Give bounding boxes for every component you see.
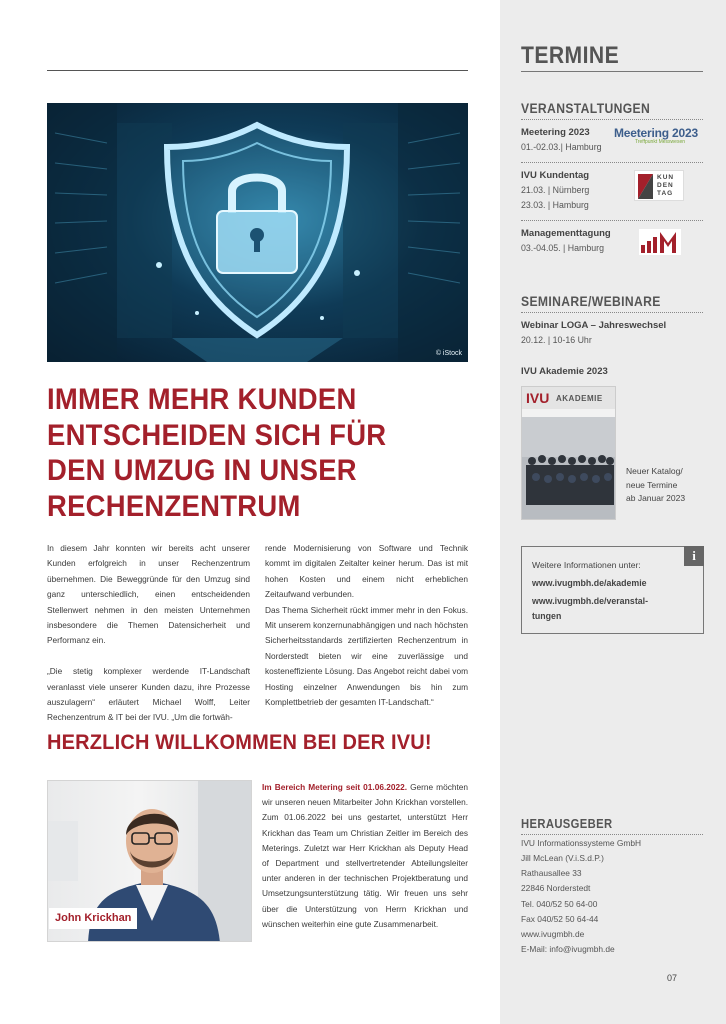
akademie-title: IVU Akademie 2023 [521,366,608,377]
info-icon: i [684,546,704,566]
top-divider [47,70,468,71]
article-column-right [265,541,468,710]
hero-image-security-shield [47,103,468,362]
publisher-title: HERAUSGEBER [521,817,613,831]
meetering-logo-tagline: Treffpunkt Messwesen [634,139,686,145]
publisher-line: Fax 040/52 50 64-44 [521,914,599,924]
info-box [521,546,704,634]
sidebar-title: TERMINE [521,42,620,69]
headline-line-2: ENTSCHEIDEN SICH FÜR [47,418,387,452]
kundentag-logo [634,170,684,201]
dotted-divider [521,162,703,163]
dotted-divider [521,220,703,221]
event-date: 21.03. | Nürnberg [521,185,590,195]
article-paragraph: rende Modernisierung von Software und Technik kommt im digitalen Zeitalter keiner herum. Das ist mit hohen Kosten und einem nicht erheblichen Zeitaufwand verbunden. [265,543,468,600]
publisher-line: Tel. 040/52 50 64-00 [521,899,598,909]
dotted-divider [521,119,703,120]
publisher-email[interactable]: E-Mail: info@ivugmbh.de [521,944,615,954]
catalog-label: AKADEMIE [556,394,603,403]
akademie-catalog-cover [521,386,616,520]
dotted-divider [521,312,703,313]
welcome-headline: HERZLICH WILLKOMMEN BEI DER IVU! [47,730,432,754]
headline-line-1: IMMER MEHR KUNDEN [47,383,357,416]
sidebar-divider [521,71,703,72]
dotted-divider [521,834,703,835]
catalog-cover-image [522,387,616,520]
publisher-line: Jill McLean (V.i.S.d.P.) [521,853,604,863]
publisher-line: 22846 Norderstedt [521,883,591,893]
shield-lock-illustration [47,103,468,362]
info-lead: Weitere Informationen unter: [532,560,641,570]
seminars-section-title: SEMINARE/WEBINARE [521,294,661,309]
managementtagung-logo [639,229,681,255]
event-title: Managementtagung [521,228,611,239]
managementtagung-logo-mark [639,229,681,255]
article-column-left [47,541,250,726]
article-paragraph: „Die stetig komplexer werdende IT-Landschaft veranlasst viele unserer Kunden dazu, ihre Prozesse auszulagern“ erläutert Michael Wolff, Leiter Rechenzentrum & IT bei der IVU. „Um die fortwäh- [47,666,250,723]
welcome-text [262,780,468,932]
event-title: Meetering 2023 [521,127,590,138]
akademie-caption: Neuer Katalog/ neue Termine ab Januar 2023 [626,466,686,503]
welcome-body: Gerne möchten wir unseren neuen Mitarbeiter John Krickhan vorstellen. Zum 01.06.2022 bei uns gestartet, unterstützt Herr Krickhan das Team um Christian Zeitler im Bereich des Meterings. Zuletzt war Herr Krickhan als Deputy Head of Department und stellvertretender Abteilungsleiter unter anderen in der technischen Projektberatung und Umsetzungsunterstützung tätig. Wir freuen uns sehr über die Unterstützung von Herrn Krickhan und wünschen weiterhin eine gute Zusammenarbeit. [262,782,468,929]
publisher-website[interactable]: www.ivugmbh.de [521,929,585,939]
sidebar-termine [500,0,726,1024]
meetering-logo [614,126,706,156]
employee-name-tag: John Krickhan [49,908,137,929]
link-veranstaltungen-cont[interactable]: tungen [532,611,562,621]
welcome-lead: Im Bereich Metering seit 01.06.2022. [262,782,408,792]
article-paragraph: In diesem Jahr konnten wir bereits acht unserer Kunden erfolgreich in unser Rechenzentrum übernehmen. Die Beweggründe für den Umzug sind ganz unterschiedlich, einen entscheidenden Stellenwert nehmen in den meisten Unternehmen insbesondere die Themen Datensicherheit und Performanz ein. [47,543,250,646]
seminar-title: Webinar LOGA – Jahreswechsel [521,320,667,331]
kundentag-logo-text: KUN DEN TAG [657,174,675,197]
event-date: 03.-04.05. | Hamburg [521,243,604,253]
article-paragraph: Das Thema Sicherheit rückt immer mehr in den Fokus. Mit unserem konzernunabhängigen und nach höchsten Sicherheitsstandards zertifizierten Rechenzentrum in Norderstedt bieten wir eine zuverlässige und kosteneffiziente Lösung. Das Angebot reicht dabei vom Hosting einzelner Anwendungen bis hin zum Komplettbetrieb der gesamten IT-Landschaft.“ [265,604,468,708]
link-veranstaltungen[interactable]: www.ivugmbh.de/veranstal- [532,596,649,606]
headline-line-4: RECHENZENTRUM [47,489,301,523]
article-headline [47,382,456,524]
meetering-logo-word: Meetering 2023 [614,126,698,140]
event-date: 01.-02.03.| Hamburg [521,142,602,152]
event-date: 23.03. | Hamburg [521,200,589,210]
page-number: 07 [667,973,678,983]
publisher-line: Rathausallee 33 [521,868,582,878]
publisher-line: IVU Informationssysteme GmbH [521,838,642,848]
seminar-date: 20.12. | 10-16 Uhr [521,335,592,345]
headline-line-3: DEN UMZUG IN UNSER [47,454,357,487]
image-credit: © iStock [435,350,462,357]
catalog-brand: IVU [526,390,550,406]
event-title: IVU Kundentag [521,170,590,181]
link-akademie[interactable]: www.ivugmbh.de/akademie [532,578,647,588]
events-section-title: VERANSTALTUNGEN [521,101,651,116]
